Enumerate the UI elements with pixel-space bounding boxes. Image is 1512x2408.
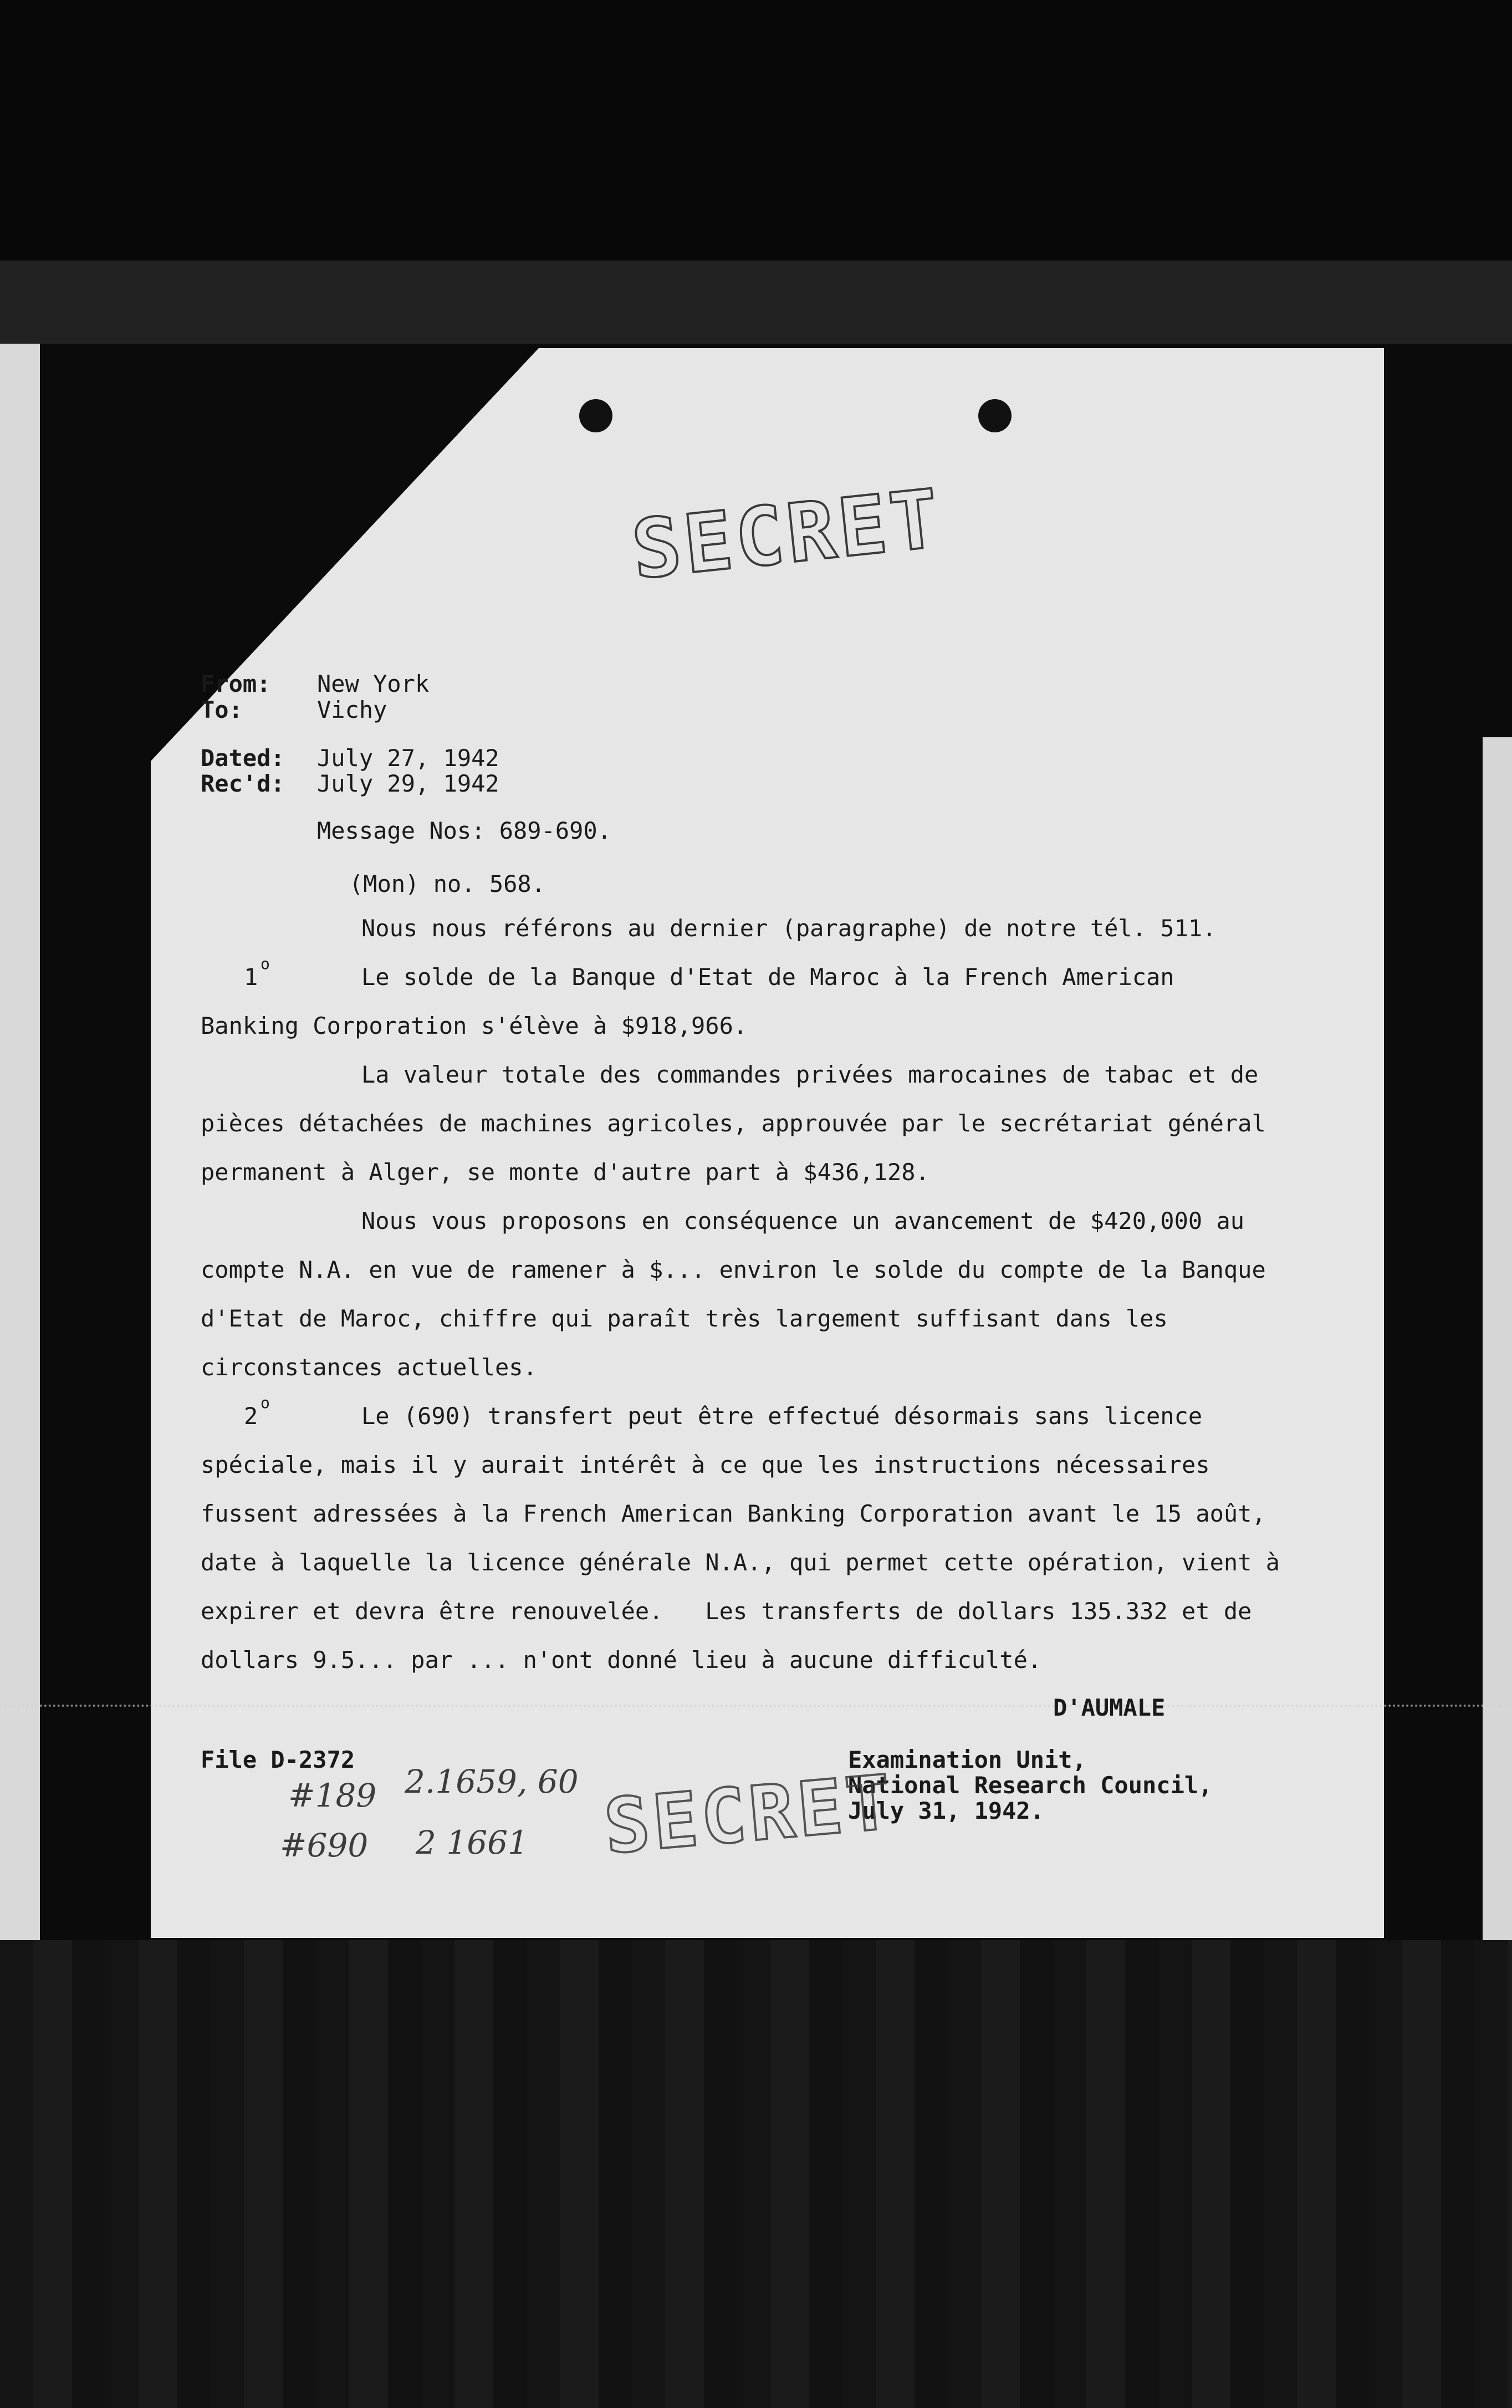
punch-hole-left xyxy=(579,399,612,432)
p4-line-1: Le (690) transfert peut être effectué désormais sans licence xyxy=(361,1402,1203,1430)
paragraph-1-number: 1 xyxy=(244,963,258,991)
document-page xyxy=(151,348,1384,1938)
p1-line-1: Le solde de la Banque d'Etat de Maroc à la French American xyxy=(361,963,1174,991)
exam-unit-line-3: July 31, 1942. xyxy=(848,1797,1045,1824)
dated-value: July 27, 1942 xyxy=(317,744,499,772)
secret-stamp-top: SECRET xyxy=(627,472,947,598)
punch-hole-right xyxy=(978,399,1012,432)
recd-label: Rec'd: xyxy=(201,770,285,797)
p3-line-4: circonstances actuelles. xyxy=(201,1354,537,1381)
recd-value: July 29, 1942 xyxy=(317,770,499,797)
paragraph-2-degree: o xyxy=(260,1394,270,1412)
secret-stamp-bottom: SECRET xyxy=(601,1758,898,1871)
from-label: From: xyxy=(201,670,271,697)
p4-line-3: fussent adressées à la French American Banking Corporation avant le 15 août, xyxy=(201,1500,1266,1527)
dated-label: Dated: xyxy=(201,744,285,772)
p3-line-3: d'Etat de Maroc, chiffre qui paraît très largement suffisant dans les xyxy=(201,1305,1168,1332)
paragraph-1-degree: o xyxy=(260,955,270,973)
handwritten-message-number-1: #189 xyxy=(288,1777,377,1814)
to-label: To: xyxy=(201,696,243,723)
paragraph-2-number: 2 xyxy=(244,1402,258,1430)
reference-line: Nous nous référons au dernier (paragraphe) de notre tél. 511. xyxy=(361,915,1217,942)
handwritten-value-1: 2.1659, 60 xyxy=(405,1763,579,1800)
exam-unit-line-2: National Research Council, xyxy=(848,1772,1213,1799)
film-top-border xyxy=(0,0,1512,261)
mon-number: (Mon) no. 568. xyxy=(349,870,546,897)
adjacent-frame-right xyxy=(1483,737,1512,1940)
adjacent-frame-left xyxy=(0,344,40,1940)
p2-line-1: La valeur totale des commandes privées marocaines de tabac et de xyxy=(361,1061,1259,1088)
p4-line-4: date à laquelle la licence générale N.A., qui permet cette opération, vient à xyxy=(201,1549,1280,1576)
exam-unit-line-1: Examination Unit, xyxy=(848,1746,1086,1773)
p3-line-1: Nous vous proposons en conséquence un avancement de $420,000 au xyxy=(361,1207,1245,1234)
p4-line-2: spéciale, mais il y aurait intérêt à ce que les instructions nécessaires xyxy=(201,1451,1210,1478)
to-value: Vichy xyxy=(317,696,387,723)
file-number: File D-2372 xyxy=(201,1746,355,1773)
p1-line-2: Banking Corporation s'élève à $918,966. xyxy=(201,1012,748,1039)
from-value: New York xyxy=(317,670,430,697)
handwritten-message-number-2: #690 xyxy=(280,1827,369,1864)
message-nos: Message Nos: 689-690. xyxy=(317,817,612,844)
film-top-band xyxy=(0,261,1512,344)
signature: D'AUMALE xyxy=(1053,1694,1166,1721)
scan-artifact-line xyxy=(0,1705,1512,1707)
p2-line-3: permanent à Alger, se monte d'autre part à $436,128. xyxy=(201,1159,929,1186)
p4-line-6: dollars 9.5... par ... n'ont donné lieu à aucune difficulté. xyxy=(201,1646,1042,1674)
p4-line-5: expirer et devra être renouvelée. Les transferts de dollars 135.332 et de xyxy=(201,1598,1252,1625)
p2-line-2: pièces détachées de machines agricoles, approuvée par le secrétariat général xyxy=(201,1110,1266,1137)
film-bottom-border xyxy=(0,1940,1512,2408)
handwritten-value-2: 2 1661 xyxy=(416,1824,528,1861)
p3-line-2: compte N.A. en vue de ramener à $... environ le solde du compte de la Banque xyxy=(201,1256,1266,1283)
